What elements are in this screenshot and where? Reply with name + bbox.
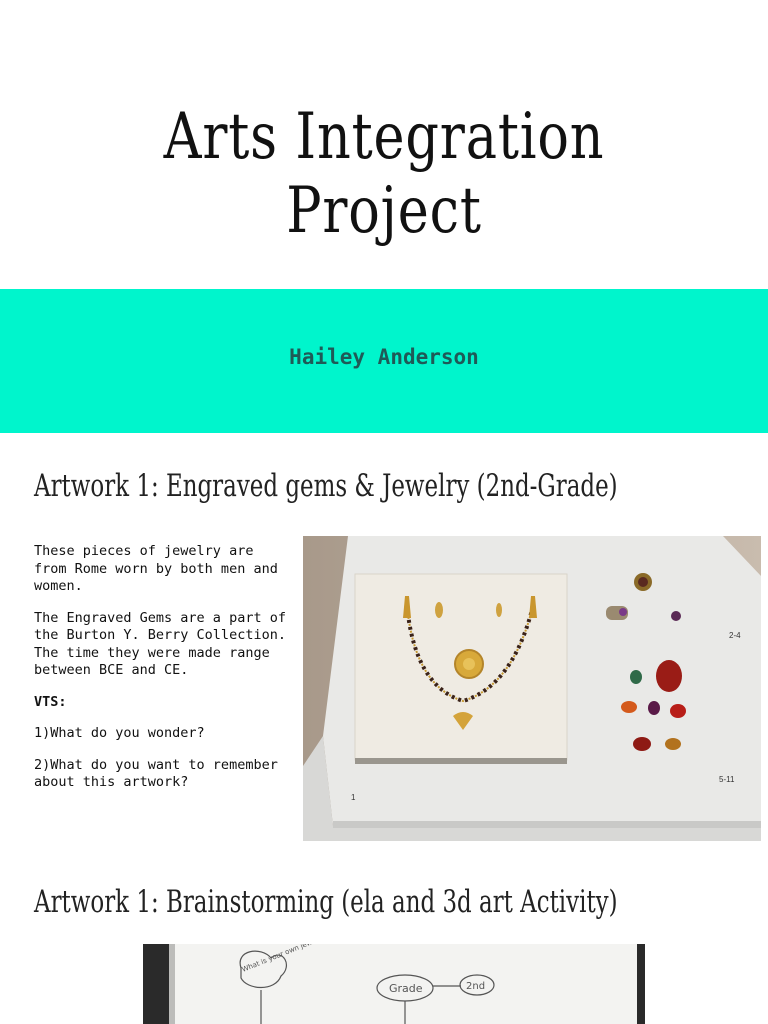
artwork1-heading: Artwork 1: Engraved gems & Jewelry (2nd-Grade): [34, 468, 618, 504]
vts-label: VTS:: [34, 693, 67, 710]
page-title: Arts Integration Project: [163, 100, 605, 248]
author-banner: [0, 289, 768, 433]
description-paragraph: The Engraved Gems are a part of the Burton Y. Berry Collection. The time they were made range between BCE and CE.: [34, 609, 286, 678]
vts-question: 1)What do you wonder?: [34, 725, 205, 741]
photo-label: 1: [351, 793, 356, 802]
brainstorm-sketch: [143, 944, 645, 1024]
author-name: Hailey Anderson: [289, 345, 479, 369]
photo-label: 5-11: [719, 775, 735, 784]
artwork1-description: [34, 543, 289, 806]
description-paragraph: These pieces of jewelry are from Rome worn by both men and women.: [34, 543, 278, 594]
photo-label: 2-4: [729, 631, 741, 640]
brainstorm-heading: Artwork 1: Brainstorming (ela and 3d art Activity): [34, 884, 618, 920]
sketch-label: Grade: [389, 982, 423, 995]
jewelry-photo: [303, 536, 761, 841]
jewelry-photo-illustration: [303, 536, 761, 841]
vts-question: 2)What do you want to remember about this artwork?: [34, 756, 278, 790]
brainstorm-sketch-illustration: [143, 944, 645, 1024]
sketch-label: 2nd: [466, 981, 486, 992]
